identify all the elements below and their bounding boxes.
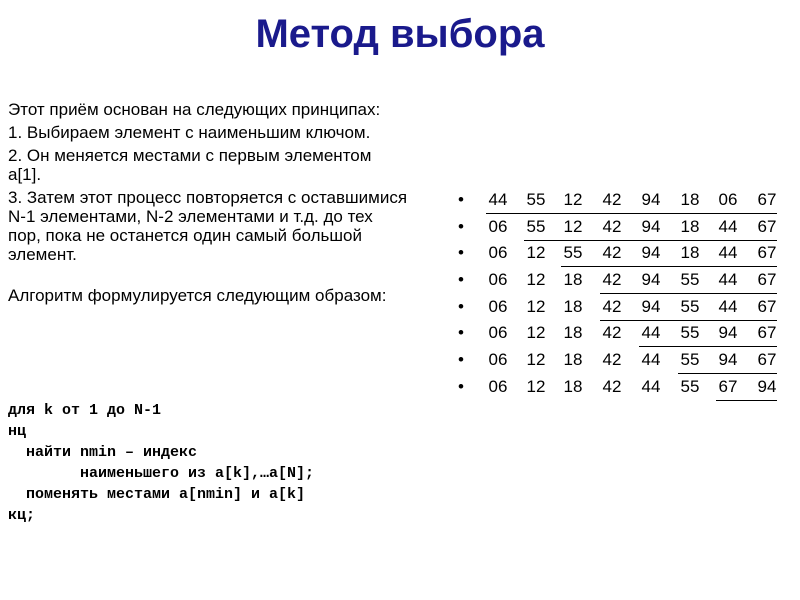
array-state-row xyxy=(458,187,788,214)
bullet-icon: • xyxy=(458,323,464,343)
array-value: 42 xyxy=(602,323,622,343)
array-value: 12 xyxy=(526,270,546,290)
array-value: 44 xyxy=(641,323,661,343)
slide-title: Метод выбора xyxy=(255,12,545,56)
array-value: 12 xyxy=(526,376,546,396)
array-value: 06 xyxy=(488,350,508,370)
step-1: 1. Выбираем элемент с наименьшим ключом. xyxy=(8,123,371,142)
step-3: 3. Затем этот процесс повторяется с оставшимися N-1 элементами, N-2 элементами и т.д. до тех пор, пока не останется один самый большой элемент. xyxy=(8,188,408,264)
array-state-row xyxy=(458,347,788,374)
array-value: 44 xyxy=(641,376,661,396)
array-value: 06 xyxy=(488,323,508,343)
code-line: поменять местами a[nmin] и a[k] xyxy=(8,486,306,503)
array-value: 94 xyxy=(641,296,661,316)
array-value: 55 xyxy=(680,323,700,343)
array-value: 55 xyxy=(563,243,583,263)
array-value: 42 xyxy=(602,376,622,396)
array-value: 55 xyxy=(680,270,700,290)
array-value: 67 xyxy=(757,190,777,209)
spacer xyxy=(8,268,408,286)
array-value: 55 xyxy=(526,190,546,209)
array-value: 18 xyxy=(680,190,700,209)
bullet-icon: • xyxy=(458,243,464,263)
array-value: 44 xyxy=(488,190,508,209)
bullet-icon: • xyxy=(458,296,464,316)
bullet-icon: • xyxy=(458,270,464,290)
algorithm-intro: Алгоритм формулируется следующим образом: xyxy=(8,286,387,305)
code-line: нц xyxy=(8,423,27,440)
array-value: 06 xyxy=(718,190,738,209)
array-state-row xyxy=(458,374,788,401)
array-value: 18 xyxy=(680,216,700,236)
array-value: 18 xyxy=(680,243,700,263)
array-state-row xyxy=(458,214,788,241)
array-value: 42 xyxy=(602,190,622,209)
code-line: наименьшего из a[k],…a[N]; xyxy=(8,465,315,482)
bullet-icon: • xyxy=(458,216,464,236)
array-value: 67 xyxy=(757,270,777,290)
bullet-icon: • xyxy=(458,350,464,370)
array-value: 12 xyxy=(526,296,546,316)
array-value: 06 xyxy=(488,216,508,236)
sort-steps-list xyxy=(458,187,788,401)
array-state-row xyxy=(458,320,788,347)
array-value: 67 xyxy=(757,350,777,370)
array-value: 94 xyxy=(641,190,661,209)
array-value: 18 xyxy=(563,296,583,316)
array-value: 44 xyxy=(718,270,738,290)
array-value: 94 xyxy=(718,323,738,343)
array-value: 44 xyxy=(718,243,738,263)
array-value: 55 xyxy=(680,376,700,396)
array-value: 67 xyxy=(757,323,777,343)
array-value: 12 xyxy=(526,323,546,343)
array-state-row xyxy=(458,294,788,321)
pseudocode-block xyxy=(8,400,448,526)
array-value: 94 xyxy=(641,243,661,263)
intro-paragraph: Этот приём основан на следующих принципах: xyxy=(8,100,381,119)
array-value: 55 xyxy=(526,216,546,236)
array-value: 06 xyxy=(488,296,508,316)
array-value: 44 xyxy=(718,216,738,236)
array-state-row xyxy=(458,240,788,267)
array-value: 42 xyxy=(602,216,622,236)
array-value: 44 xyxy=(718,296,738,316)
array-value: 06 xyxy=(488,270,508,290)
bullet-icon: • xyxy=(458,376,464,396)
array-value: 94 xyxy=(641,216,661,236)
intro-text xyxy=(8,100,408,309)
array-value: 67 xyxy=(757,243,777,263)
array-value: 42 xyxy=(602,270,622,290)
bullet-icon: • xyxy=(458,190,464,209)
array-value: 06 xyxy=(488,376,508,396)
array-value: 55 xyxy=(680,296,700,316)
array-value: 12 xyxy=(563,190,583,209)
array-value: 94 xyxy=(718,350,738,370)
array-value: 06 xyxy=(488,243,508,263)
code-line: для k от 1 до N-1 xyxy=(8,402,162,419)
array-value: 12 xyxy=(526,350,546,370)
array-state-row xyxy=(458,267,788,294)
array-value: 55 xyxy=(680,350,700,370)
array-value: 18 xyxy=(563,270,583,290)
array-value: 94 xyxy=(641,270,661,290)
array-value: 67 xyxy=(757,216,777,236)
array-value: 12 xyxy=(526,243,546,263)
array-value: 18 xyxy=(563,376,583,396)
array-value: 67 xyxy=(718,376,738,396)
array-value: 42 xyxy=(602,350,622,370)
array-value: 42 xyxy=(602,243,622,263)
array-value: 12 xyxy=(563,216,583,236)
array-value: 94 xyxy=(757,376,777,396)
code-line: найти nmin – индекс xyxy=(8,444,198,461)
array-value: 18 xyxy=(563,323,583,343)
array-value: 67 xyxy=(757,296,777,316)
unsorted-part-underline xyxy=(716,400,777,401)
array-value: 44 xyxy=(641,350,661,370)
code-line: кц; xyxy=(8,507,36,524)
step-2: 2. Он меняется местами с первым элементом a[1]. xyxy=(8,146,372,184)
array-value: 18 xyxy=(563,350,583,370)
array-value: 42 xyxy=(602,296,622,316)
